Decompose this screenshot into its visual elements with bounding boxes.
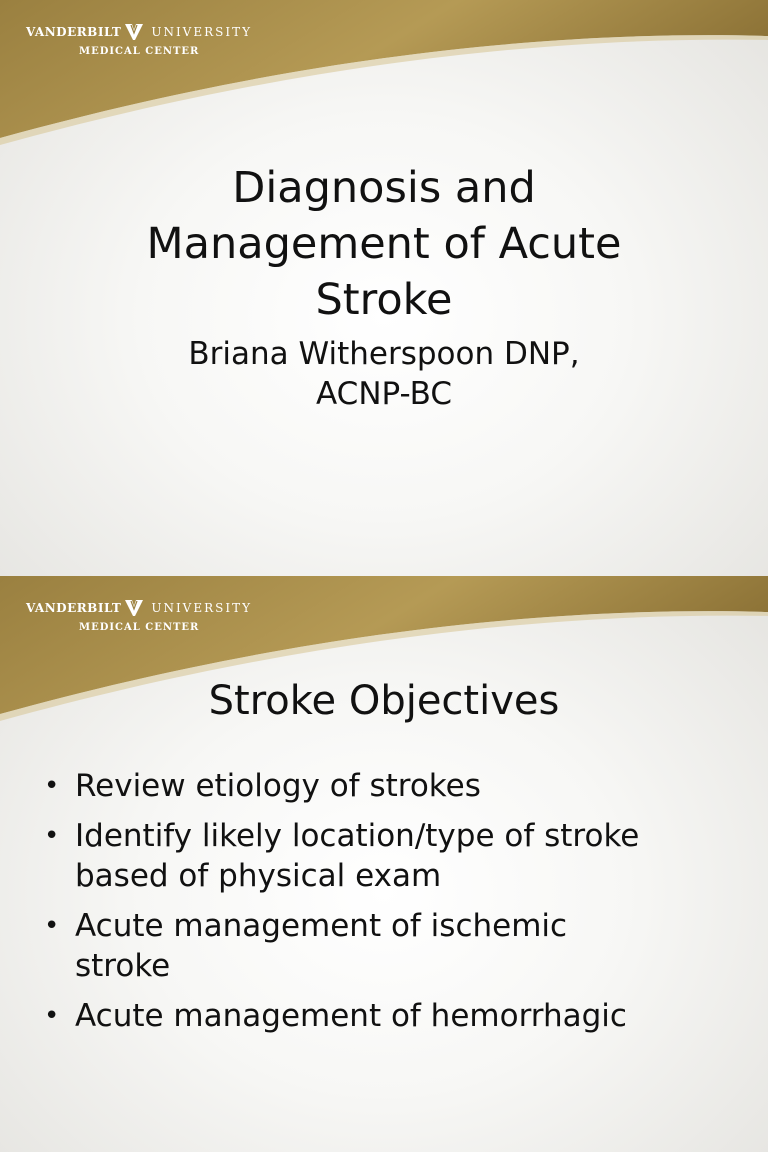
vanderbilt-logo — [26, 22, 256, 66]
slide-title: Stroke Objectives — [208, 678, 560, 724]
logo-subtitle: MEDICAL CENTER — [79, 46, 200, 57]
list-item — [42, 996, 722, 1036]
logo-name-right: UNIVERSITY — [151, 25, 253, 39]
slide-title — [84, 160, 684, 328]
list-item — [42, 816, 722, 896]
bullet-line: • Acute management of hemorrhagic — [75, 998, 627, 1034]
bullet-line: • Acute management of ischemic — [75, 908, 568, 944]
logo-subtitle: MEDICAL CENTER — [79, 622, 200, 633]
logo-name-right: UNIVERSITY — [151, 601, 253, 615]
logo-name-left: VANDERBILT — [26, 25, 122, 39]
title-line: Management of Acute — [146, 219, 622, 269]
bullet-line: stroke — [75, 948, 171, 984]
list-item — [42, 906, 722, 986]
vanderbilt-logo — [26, 598, 256, 642]
title-line: Diagnosis and — [232, 163, 536, 213]
subtitle-line: Briana Witherspoon DNP, — [188, 336, 580, 372]
v-oak-leaf-icon — [124, 22, 144, 42]
objectives-list — [42, 766, 722, 1046]
bullet-line: • Identify likely location/type of stroke — [75, 818, 640, 854]
title-line: Stroke — [315, 275, 453, 325]
v-oak-leaf-icon — [124, 598, 144, 618]
objectives-slide — [0, 576, 768, 1152]
presenter-name — [84, 334, 684, 414]
list-item — [42, 766, 722, 806]
bullet-line: based of physical exam — [75, 858, 442, 894]
bullet-line: • Review etiology of strokes — [75, 768, 481, 804]
subtitle-line: ACNP-BC — [316, 376, 452, 412]
logo-name-left: VANDERBILT — [26, 601, 122, 615]
